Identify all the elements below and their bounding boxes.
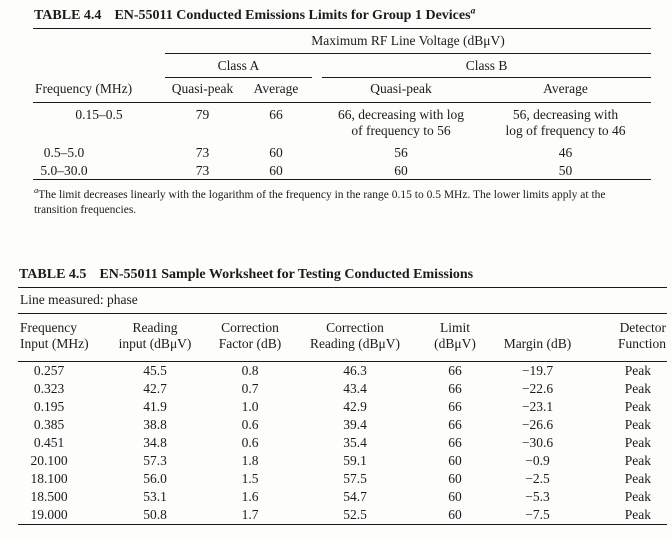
table-cell: 59.1 [343, 453, 367, 468]
spacer-cell [312, 161, 322, 180]
table-cell: 56, decreasing with log of frequency to 46 [505, 107, 626, 138]
table-row [18, 362, 667, 381]
table-cell: −30.6 [521, 435, 554, 450]
table-cell: Peak [624, 507, 652, 522]
table-cell: 66 [448, 363, 462, 378]
footnote-text: The limit decreases linearly with the logarithm of the frequency in the range 0.15 to 0.5 MHz. The lower limits apply at the transition frequencies. [34, 189, 606, 216]
table-4-5-label: TABLE 4.5 [19, 267, 87, 282]
table-cell: 66 [448, 381, 462, 396]
header-line: Correction [221, 320, 279, 335]
table-cell: 73 [195, 162, 210, 178]
header-line: Input (MHz) [20, 336, 89, 351]
table-cell: 0.257 [33, 363, 65, 378]
footnote-marker: a [34, 185, 39, 196]
table-row [18, 452, 667, 470]
table-row [33, 161, 651, 180]
blank-cell [33, 29, 165, 54]
table-cell: 42.9 [343, 399, 367, 414]
column-header-average-a: Average [240, 78, 312, 103]
table-cell: 50.8 [143, 507, 167, 522]
table-cell: 60 [269, 144, 283, 160]
table-cell: 45.5 [143, 363, 167, 378]
table-cell: 54.7 [343, 489, 367, 504]
table-cell: 1.0 [241, 399, 259, 414]
table-cell: 60 [394, 162, 408, 178]
table-cell: −0.9 [525, 453, 550, 468]
table-cell: −22.6 [521, 381, 554, 396]
table-cell: 57.3 [143, 453, 167, 468]
header-line: Frequency [20, 320, 77, 335]
table-cell: 60 [448, 471, 462, 486]
footnote-marker: a [470, 6, 476, 17]
class-group-row [33, 54, 651, 78]
header-line: Factor (dB) [218, 336, 282, 351]
table-row [33, 143, 651, 161]
table-cell: Peak [624, 435, 652, 450]
blank-cell [33, 54, 165, 78]
table-cell: 60 [448, 489, 462, 504]
table-cell: 1.6 [241, 489, 259, 504]
table-cell: 66 [448, 399, 462, 414]
table-cell: 0.6 [241, 417, 259, 432]
table-4-5-title: EN-55011 Sample Worksheet for Testing Conducted Emissions [99, 267, 474, 282]
table-cell: 79 [195, 107, 210, 122]
table-cell: Peak [624, 363, 652, 378]
table-cell: 56.0 [143, 471, 167, 486]
table-cell: 0.195 [33, 399, 65, 414]
column-header-quasi-peak-a: Quasi-peak [165, 78, 240, 103]
header-line: Detector [619, 320, 667, 335]
header-line: Correction [326, 320, 384, 335]
table-row [18, 398, 667, 416]
table-cell: 53.1 [143, 489, 167, 504]
table-cell: 42.7 [143, 381, 167, 396]
table-cell: 1.5 [241, 471, 259, 486]
column-header-row [18, 314, 667, 362]
spacer-cell [312, 143, 322, 161]
table-cell: 52.5 [343, 507, 367, 522]
table-row [18, 434, 667, 452]
table-cell: 66 [448, 417, 462, 432]
table-cell: −26.6 [521, 417, 554, 432]
table-cell: 0.6 [241, 435, 259, 450]
table-cell: 1.7 [241, 507, 259, 522]
table-cell: 57.5 [343, 471, 367, 486]
table-4-4-caption [33, 7, 651, 25]
table-cell: 35.4 [343, 435, 367, 450]
table-cell: 1.8 [241, 453, 259, 468]
table-4-5-section [18, 266, 667, 525]
header-line: Reading (dBμV) [309, 336, 401, 351]
table-cell: 5.0–30.0 [40, 162, 88, 178]
table-4-5 [18, 287, 667, 525]
table-cell: −2.5 [525, 471, 550, 486]
table-cell: Peak [624, 453, 652, 468]
table-cell: 0.451 [33, 435, 65, 450]
table-cell: −7.5 [525, 507, 550, 522]
spacer-cell [312, 78, 322, 103]
table-cell: 41.9 [143, 399, 167, 414]
table-cell: 0.15–0.5 [75, 107, 123, 122]
header-line: (dBμV) [434, 336, 476, 351]
column-header-correction-reading [290, 314, 420, 362]
table-cell: 19.000 [30, 507, 68, 522]
table-cell: Peak [624, 471, 652, 486]
table-cell: 46.3 [343, 363, 367, 378]
header-line: Reading [132, 320, 178, 335]
table-row [33, 103, 651, 144]
column-header-correction-factor [210, 314, 290, 362]
table-cell: Peak [624, 399, 652, 414]
spanning-header-row [33, 29, 651, 54]
table-cell: 50 [558, 162, 573, 178]
table-cell: 0.7 [241, 381, 259, 396]
table-cell: 18.500 [30, 489, 68, 504]
table-cell: 60 [448, 507, 462, 522]
spanning-header-cell: Maximum RF Line Voltage (dBμV) [165, 29, 651, 54]
header-line: Margin (dB) [503, 336, 572, 351]
table-cell: 0.323 [33, 381, 65, 396]
table-cell: 60 [269, 162, 283, 178]
table-cell: −19.7 [521, 363, 554, 378]
column-header-detector-function [585, 314, 667, 362]
column-header-reading-input [100, 314, 210, 362]
table-cell: 18.100 [30, 471, 68, 486]
table-cell: 66, decreasing with log of frequency to 56 [338, 107, 464, 138]
table-row [18, 416, 667, 434]
table-cell: 0.5–5.0 [43, 144, 85, 160]
table-4-4-footnote [33, 185, 651, 217]
spacer-cell [312, 103, 322, 144]
column-header-average-b: Average [480, 78, 651, 103]
table-row [18, 380, 667, 398]
table-cell: −23.1 [521, 399, 554, 414]
column-header-row [33, 78, 651, 103]
table-cell: Peak [624, 489, 652, 504]
table-cell: 60 [448, 453, 462, 468]
table-row [18, 488, 667, 506]
table-cell: 73 [195, 144, 210, 160]
table-cell: 20.100 [30, 453, 68, 468]
header-line: Limit [440, 320, 470, 335]
table-cell: 34.8 [143, 435, 167, 450]
table-4-5-caption [18, 266, 667, 284]
spacer-cell [312, 54, 322, 78]
line-measured-row [18, 288, 667, 314]
table-4-4-section [33, 7, 651, 217]
table-cell: −5.3 [525, 489, 550, 504]
table-cell: 43.4 [343, 381, 367, 396]
table-4-4-title: EN-55011 Conducted Emissions Limits for Group 1 Devices [114, 8, 471, 23]
table-cell: Peak [624, 381, 652, 396]
table-cell: 66 [269, 107, 283, 122]
class-a-header: Class A [165, 54, 312, 78]
table-cell: 0.8 [241, 363, 259, 378]
table-cell: Peak [624, 417, 652, 432]
column-header-margin [490, 314, 585, 362]
table-4-4-label: TABLE 4.4 [34, 8, 102, 23]
table-row [18, 506, 667, 525]
column-header-limit [420, 314, 490, 362]
header-line: input (dBμV) [118, 336, 192, 351]
column-header-frequency-input [18, 314, 100, 362]
table-4-4 [33, 28, 651, 180]
line-measured-cell: Line measured: phase [18, 288, 667, 314]
column-header-quasi-peak-b: Quasi-peak [322, 78, 480, 103]
table-cell: 46 [558, 144, 573, 160]
column-header-frequency: Frequency (MHz) [33, 78, 165, 103]
table-row [18, 470, 667, 488]
class-b-header: Class B [322, 54, 651, 78]
table-cell: 0.385 [33, 417, 65, 432]
header-line: Function [618, 336, 667, 351]
table-cell: 66 [448, 435, 462, 450]
table-cell: 56 [394, 144, 408, 160]
table-cell: 38.8 [143, 417, 167, 432]
table-cell: 39.4 [343, 417, 367, 432]
